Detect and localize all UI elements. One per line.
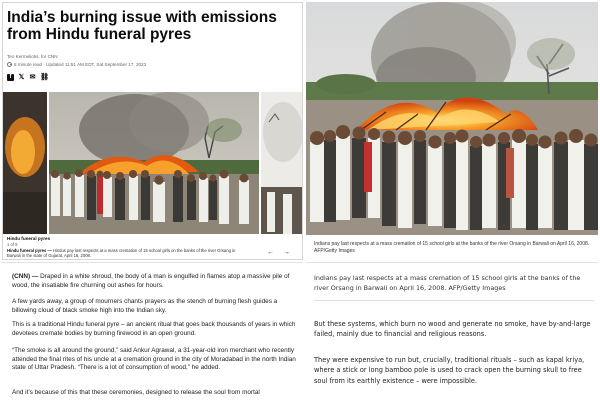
link-icon[interactable]: ⛓ <box>40 74 49 81</box>
article-headline: India’s burning issue with emissions from Hindu funeral pyres <box>7 9 277 43</box>
body-paragraph-5: And it’s because of this that these ceremonies, designed to release the soul from mortal <box>12 389 260 396</box>
body-paragraph-4: “The smoke is all around the ground,” said Ankur Agrawal, a 31-year-old iron merchant who recently attended the final rites of his uncle at a cremation ground in the city of Moradabad in the north Indian state of Uttar Pradesh. “There is a lot of consumption of wood,” he added. <box>12 347 296 372</box>
body-paragraph-3: This is a traditional Hindu funeral pyre – an ancient ritual that goes back thousands of years in which devotees cremate bodies by burning firewood in an open ground. <box>12 321 296 337</box>
body-right-paragraph-2: They were expensive to run but, crucially, traditional rituals – such as kapal kriya, where a stick or long bamboo pole is used to crack open the burning skull to free soul from its earthly existence – were impossible. <box>314 356 585 385</box>
article-meta-text: 8 minute read · Updated 11:51 AM EDT, Sat September 17, 2023 <box>14 62 147 67</box>
facebook-icon[interactable]: f <box>7 74 14 81</box>
gallery-prev-thumbnail[interactable] <box>3 92 47 234</box>
gallery-caption-label: Hindu funeral pyres — <box>7 248 52 253</box>
article-byline[interactable]: Teo Kermeliotis, for CNN <box>7 54 58 59</box>
gallery-next-thumbnail[interactable] <box>261 92 303 234</box>
featured-photo <box>306 2 598 235</box>
gallery-next-button[interactable]: → <box>283 249 290 256</box>
gallery-caption-title: Hindu funeral pyres <box>7 236 51 241</box>
gallery-main-photo[interactable] <box>49 92 259 234</box>
clock-icon <box>7 62 12 67</box>
article-meta <box>7 62 146 67</box>
featured-photo-panel <box>306 2 598 259</box>
caption-divider <box>314 300 594 301</box>
gallery-prev-button[interactable]: ← <box>267 249 274 256</box>
gallery-caption <box>7 248 247 258</box>
article-header-panel <box>2 2 303 260</box>
photo-caption-repeat: Indians pay last respects at a mass cremation of 15 school girls at the banks of the river Orsang in Barwali on April 16, 2008. AFP/Getty Images <box>314 274 581 292</box>
body-right-paragraph-1: But these systems, which burn no wood and generate no smoke, have by-and-large failed, mainly due to financial and religious reasons. <box>314 320 591 339</box>
body-paragraph-1-text: Draped in a white shroud, the body of a man is engulfed in flames atop a massive pile of wood, the insatiable fire churning out ashes for hours. <box>12 273 290 289</box>
photo-gallery <box>3 92 303 234</box>
article-body-left <box>2 262 303 398</box>
gallery-counter: 1 of 9 <box>7 242 18 247</box>
gallery-caption-text: Hindus pay last respects at a mass cremation of 15 school girls on the banks of the river Orsang in Barwali in the state of Gujarat, April 16, 2008. <box>7 248 236 259</box>
featured-photo-caption: Indians pay last respects at a mass cremation of 15 school girls at the banks of the river Orsang in Barwali on April 16, 2008. AFP/Getty Images <box>314 241 590 254</box>
dateline: (CNN) — <box>12 273 39 280</box>
body-paragraph-1 <box>12 273 302 290</box>
body-paragraph-2: A few yards away, a group of mourners chants prayers as the stench of burning flesh guides a billowing cloud of black smoke high into the Indian sky. <box>12 298 278 314</box>
email-icon[interactable]: ✉ <box>29 74 36 81</box>
share-bar <box>7 74 47 81</box>
twitter-x-icon[interactable]: 𝕏 <box>18 74 25 81</box>
article-body-right <box>306 262 598 398</box>
